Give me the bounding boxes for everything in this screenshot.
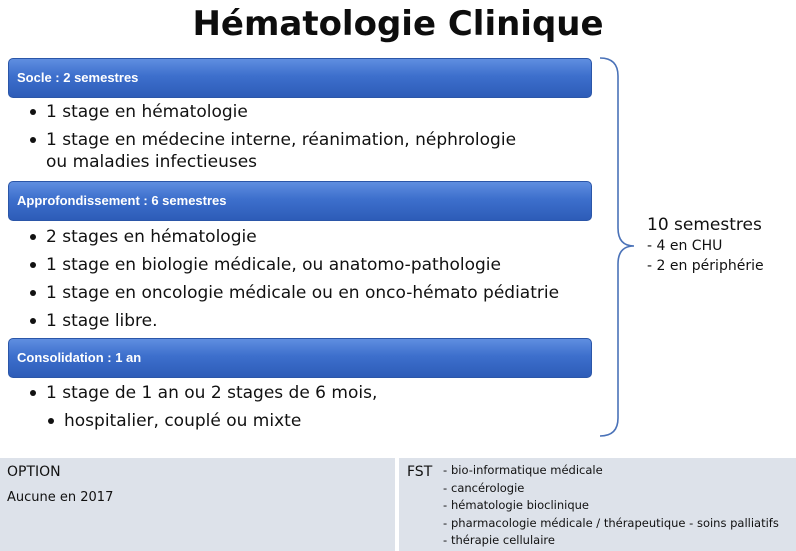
fst-label: FST [407,464,433,480]
section-header-approfondissement: Approfondissement : 6 semestres [8,181,592,221]
semesters-summary [647,214,764,276]
semesters-peripherie: - 2 en périphérie [647,258,764,274]
list-item: 1 stage en oncologie médicale ou en onco-hémato pédiatrie [30,282,610,304]
list-item: 1 stage en biologie médicale, ou anatomo-pathologie [30,254,610,276]
list-item: hospitalier, couplé ou mixte [48,410,610,432]
fst-item: - thérapie cellulaire [443,533,555,547]
list-item: 1 stage de 1 an ou 2 stages de 6 mois, [30,382,610,404]
brace-icon [598,56,638,440]
bottom-panels [0,458,796,551]
semesters-chu: - 4 en CHU [647,238,723,254]
semesters-total: 10 semestres [647,215,762,235]
section-header-consolidation: Consolidation : 1 an [8,338,592,378]
fst-item: - cancérologie [443,480,525,495]
section-header-socle: Socle : 2 semestres [8,58,592,98]
fst-list [443,462,779,550]
option-value: Aucune en 2017 [7,490,114,505]
option-label: OPTION [7,464,61,480]
list-item: 1 stage en hématologie [30,101,610,123]
fst-item: - hématologie bioclinique [443,498,590,512]
list-item: 1 stage en médecine interne, réanimation, néphrologie ou maladies infectieuses [30,129,610,173]
section-list-socle [30,101,610,179]
section-list-consolidation [30,382,610,438]
fst-panel [399,458,796,551]
page-title: Hématologie Clinique [192,4,604,44]
section-list-approfondissement [30,226,610,338]
list-item: 1 stage libre. [30,310,610,332]
option-panel [0,458,395,551]
fst-item: - bio-informatique médicale [443,463,603,477]
fst-item: - pharmacologie médicale / thérapeutique - soins palliatifs [443,515,779,530]
list-item: 2 stages en hématologie [30,226,610,248]
